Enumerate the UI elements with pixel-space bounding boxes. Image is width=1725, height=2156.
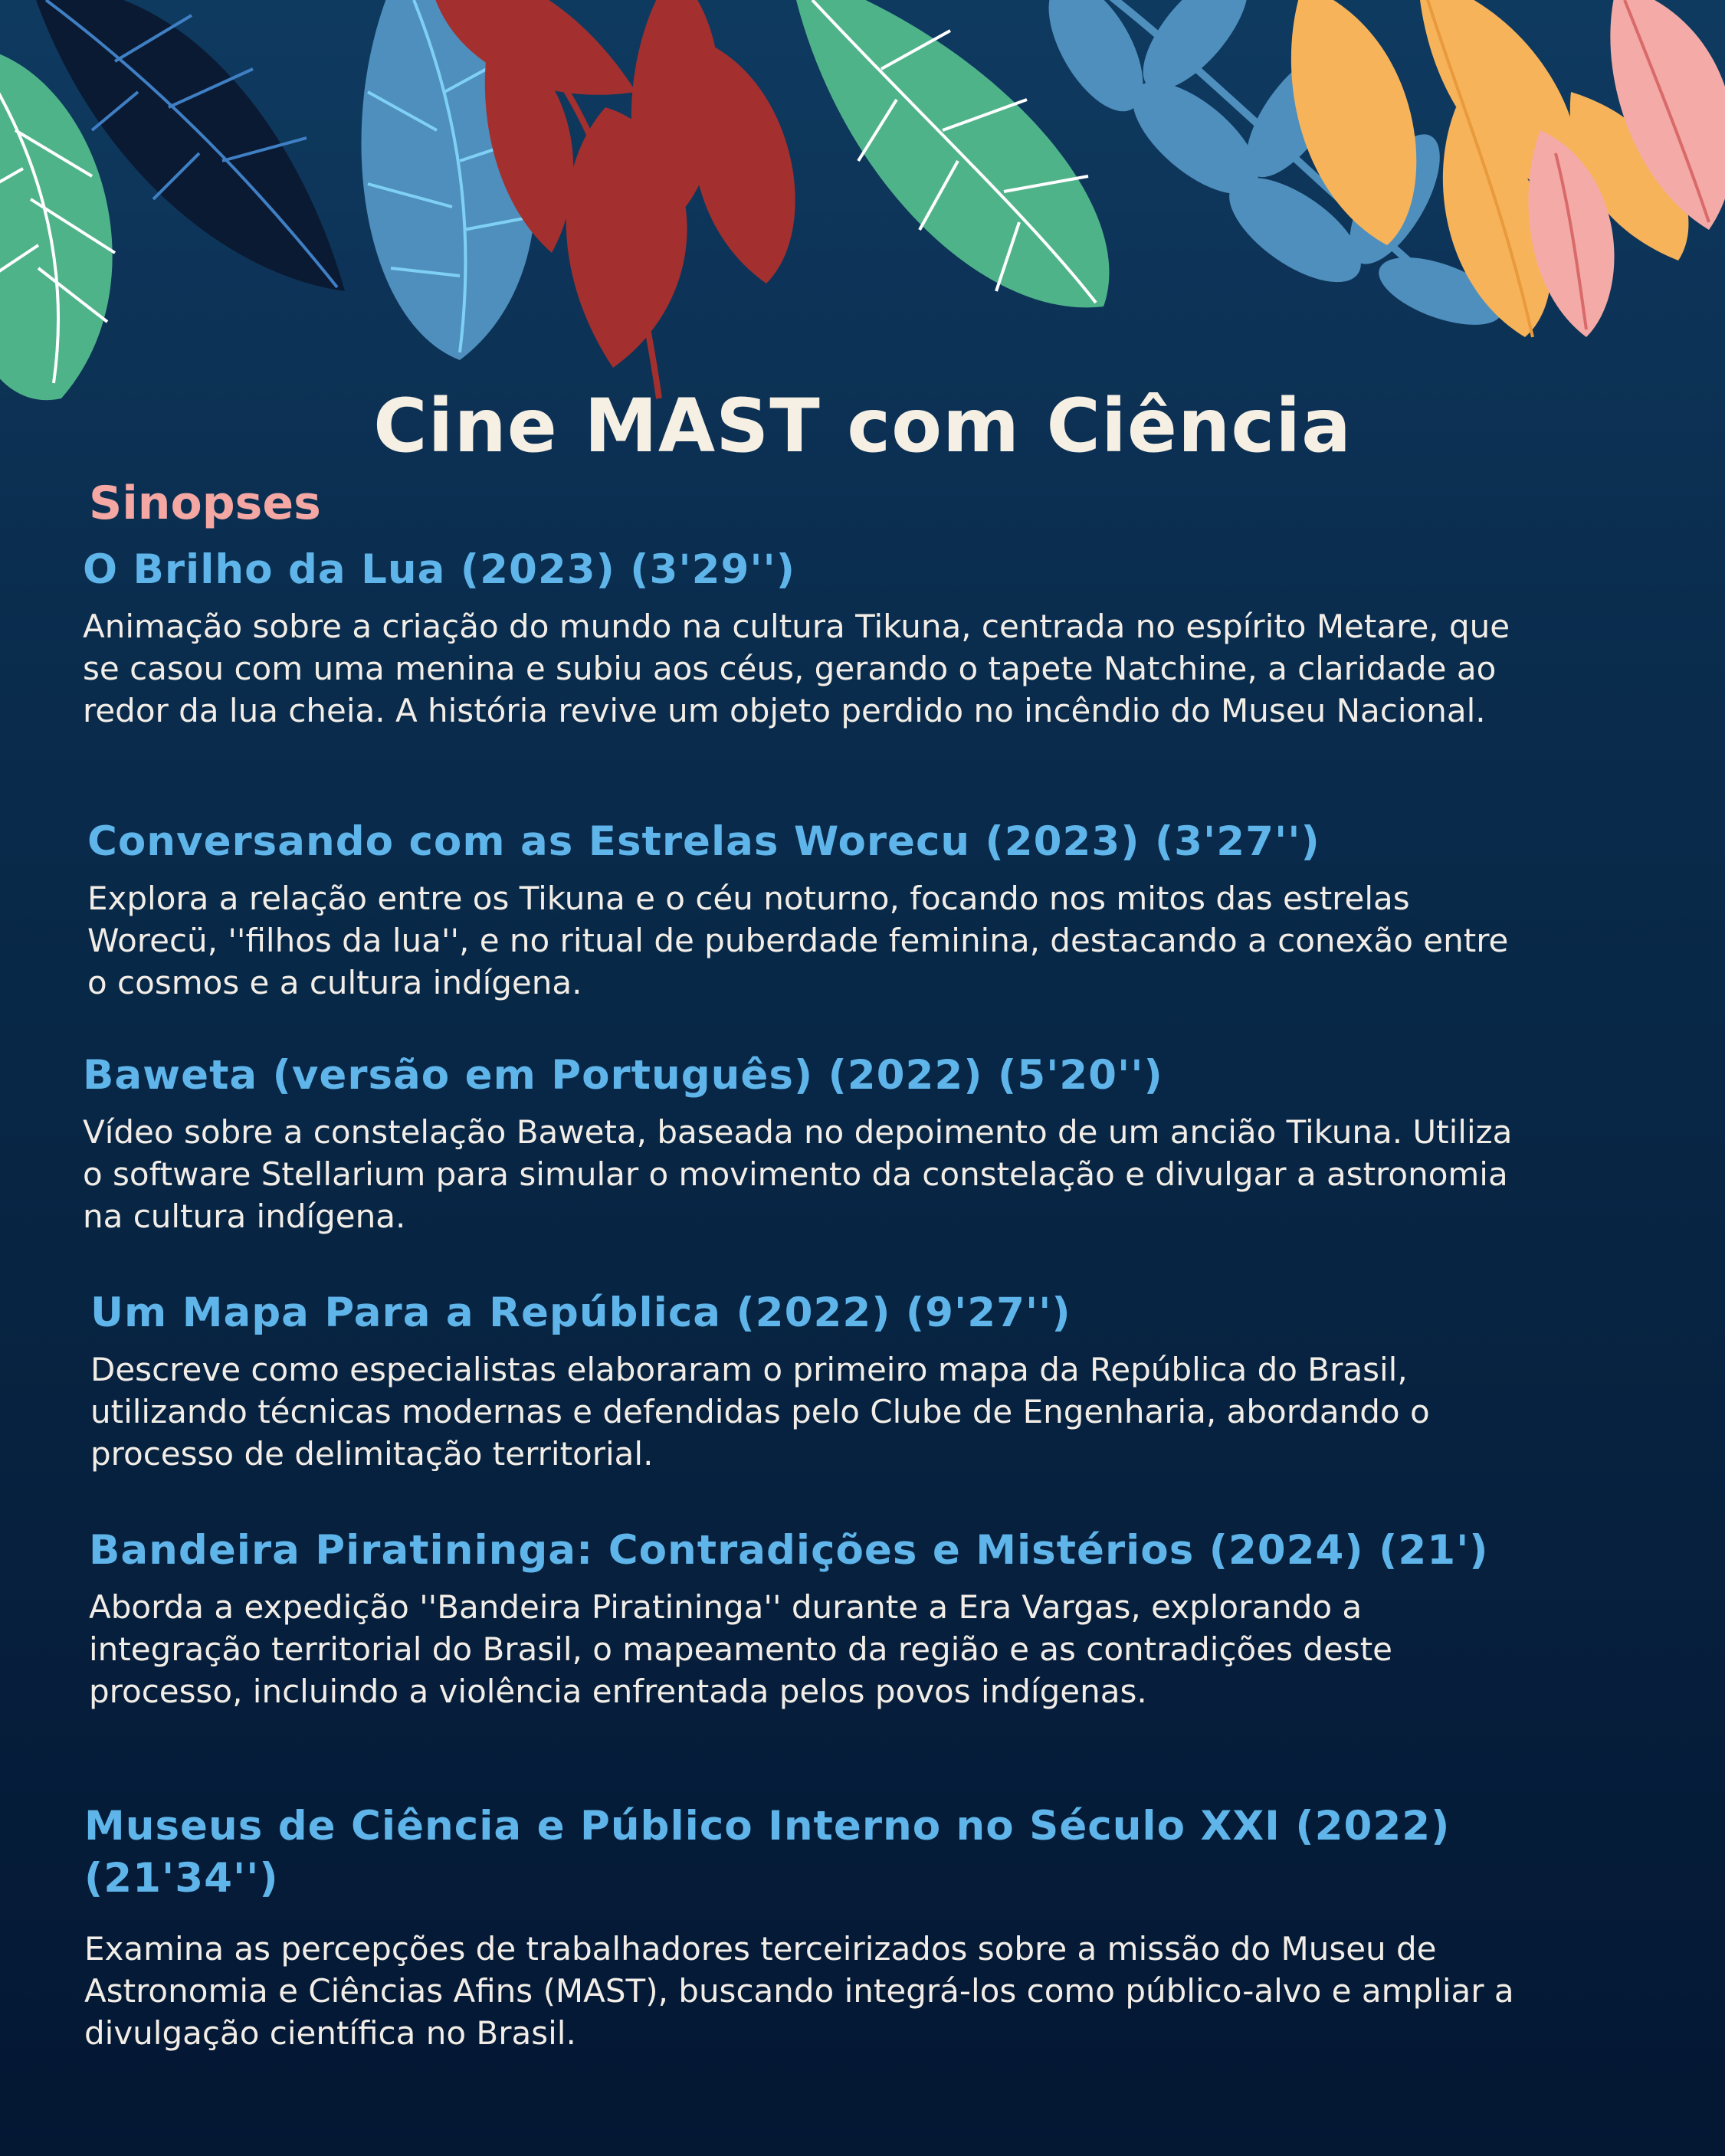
film-synopsis: Animação sobre a criação do mundo na cultura Tikuna, centrada no espírito Metare, que se casou com uma menina e subiu aos céus, gerando o tapete Natchine, a claridade ao redor da lua cheia. A história revive um objeto perdido no incêndio do Museu Nacional.	[83, 608, 1510, 729]
film-synopsis: Descreve como especialistas elaboraram o primeiro mapa da República do Brasil, utilizando técnicas modernas e defendidas pelo Clube de Engenharia, abordando o processo de delimitação territorial.	[90, 1351, 1430, 1473]
film-entry	[83, 1050, 1523, 1237]
section-subtitle: Sinopses	[89, 477, 321, 530]
film-heading: Conversando com as Estrelas Worecu (2023) (3'27'')	[87, 818, 1320, 865]
film-entry	[84, 1800, 1525, 2054]
film-synopsis: Aborda a expedição ''Bandeira Piratininga'' durante a Era Vargas, explorando a integração territorial do Brasil, o mapeamento da região e as contradições deste processo, incluindo a violência enfrentada pelos povos indígenas.	[89, 1588, 1392, 1710]
film-synopsis: Vídeo sobre a constelação Baweta, baseada no depoimento de um ancião Tikuna. Utiliza o software Stellarium para simular o movimento da constelação e divulgar a astronomia na cultura indígena.	[83, 1113, 1513, 1235]
film-entry	[87, 816, 1528, 1004]
tropical-leaves-illustration	[0, 0, 1725, 429]
film-entry	[83, 544, 1523, 732]
page-title: Cine MAST com Ciência	[373, 383, 1352, 469]
film-heading: Baweta (versão em Português) (2022) (5'20'')	[83, 1052, 1163, 1099]
film-synopsis: Examina as percepções de trabalhadores terceirizados sobre a missão do Museu de Astronomia e Ciências Afins (MAST), buscando integrá-los como público-alvo e ampliar a divulgação científica no Brasil.	[84, 1930, 1514, 2052]
film-heading: O Brilho da Lua (2023) (3'29'')	[83, 546, 796, 593]
film-entry	[89, 1525, 1530, 1712]
film-entry	[90, 1287, 1531, 1475]
film-heading: Museus de Ciência e Público Interno no Século XXI (2022) (21'34'')	[84, 1803, 1451, 1902]
film-heading: Bandeira Piratininga: Contradições e Mistérios (2024) (21')	[89, 1527, 1489, 1574]
film-heading: Um Mapa Para a República (2022) (9'27'')	[90, 1289, 1071, 1336]
film-synopsis: Explora a relação entre os Tikuna e o céu noturno, focando nos mitos das estrelas Worecü, ''filhos da lua'', e no ritual de puberdade feminina, destacando a conexão entre o cosmos e a cultura indígena.	[87, 880, 1509, 1001]
